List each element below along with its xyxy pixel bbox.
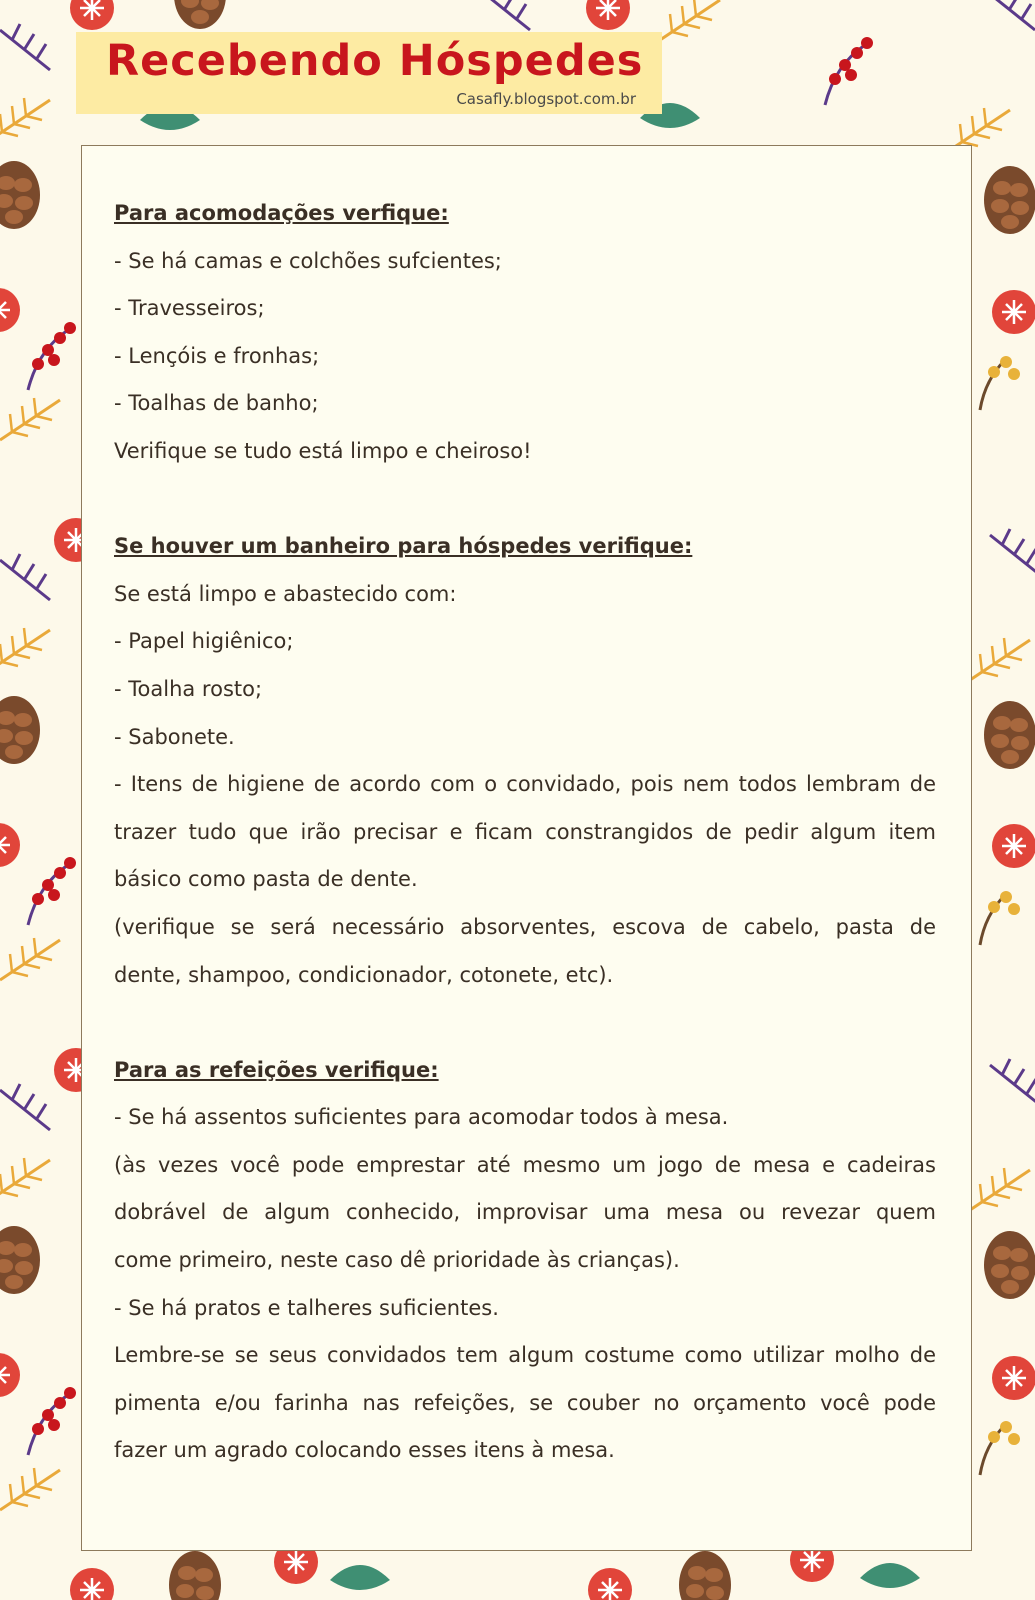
list-item: Lembre-se se seus convidados tem algum costume como utilizar molho de — [114, 1343, 936, 1368]
list-item: básico como pasta de dente. — [114, 867, 418, 892]
list-item: dente, shampoo, condicionador, cotonete, etc). — [114, 962, 614, 987]
section-heading-refeicoes: Para as refeições verifique: — [114, 1057, 439, 1082]
list-item: - Se há assentos suficientes para acomodar todos à mesa. — [114, 1105, 729, 1130]
list-item: - Itens de higiene de acordo com o convidado, pois nem todos lembram de — [114, 772, 936, 797]
list-item: - Toalha rosto; — [114, 676, 263, 701]
list-item: (verifique se será necessário absorventes, escova de cabelo, pasta de — [114, 914, 936, 939]
list-item: dobrável de algum conhecido, improvisar uma mesa ou revezar quem — [114, 1200, 936, 1225]
list-item: - Se há pratos e talheres suficientes. — [114, 1295, 499, 1320]
list-item: Se está limpo e abastecido com: — [114, 581, 457, 606]
list-item: - Sabonete. — [114, 724, 235, 749]
list-item: (às vezes você pode emprestar até mesmo um jogo de mesa e cadeiras — [114, 1152, 936, 1177]
section-heading-banheiro: Se houver um banheiro para hóspedes verifique: — [114, 534, 693, 559]
list-item: fazer um agrado colocando esses itens à mesa. — [114, 1438, 615, 1463]
checklist-content — [114, 190, 936, 1475]
list-item: come primeiro, neste caso dê prioridade às crianças). — [114, 1248, 680, 1273]
list-item: Verifique se tudo está limpo e cheiroso! — [114, 438, 532, 463]
list-item: - Se há camas e colchões sufcientes; — [114, 248, 502, 273]
site-url: Casafly.blogspot.com.br — [456, 90, 636, 108]
list-item: - Travesseiros; — [114, 296, 265, 321]
list-item: trazer tudo que irão precisar e ficam constrangidos de pedir algum item — [114, 819, 936, 844]
checklist-panel — [81, 145, 972, 1551]
page-title: Recebendo Hóspedes — [106, 36, 644, 86]
title-banner — [76, 32, 662, 114]
list-item: - Lençóis e fronhas; — [114, 343, 320, 368]
list-item: - Papel higiênico; — [114, 629, 294, 654]
list-item: pimenta e/ou farinha nas refeições, se couber no orçamento você pode — [114, 1390, 936, 1415]
list-item: - Toalhas de banho; — [114, 391, 319, 416]
section-heading-acomodacoes: Para acomodações verfique: — [114, 201, 449, 225]
